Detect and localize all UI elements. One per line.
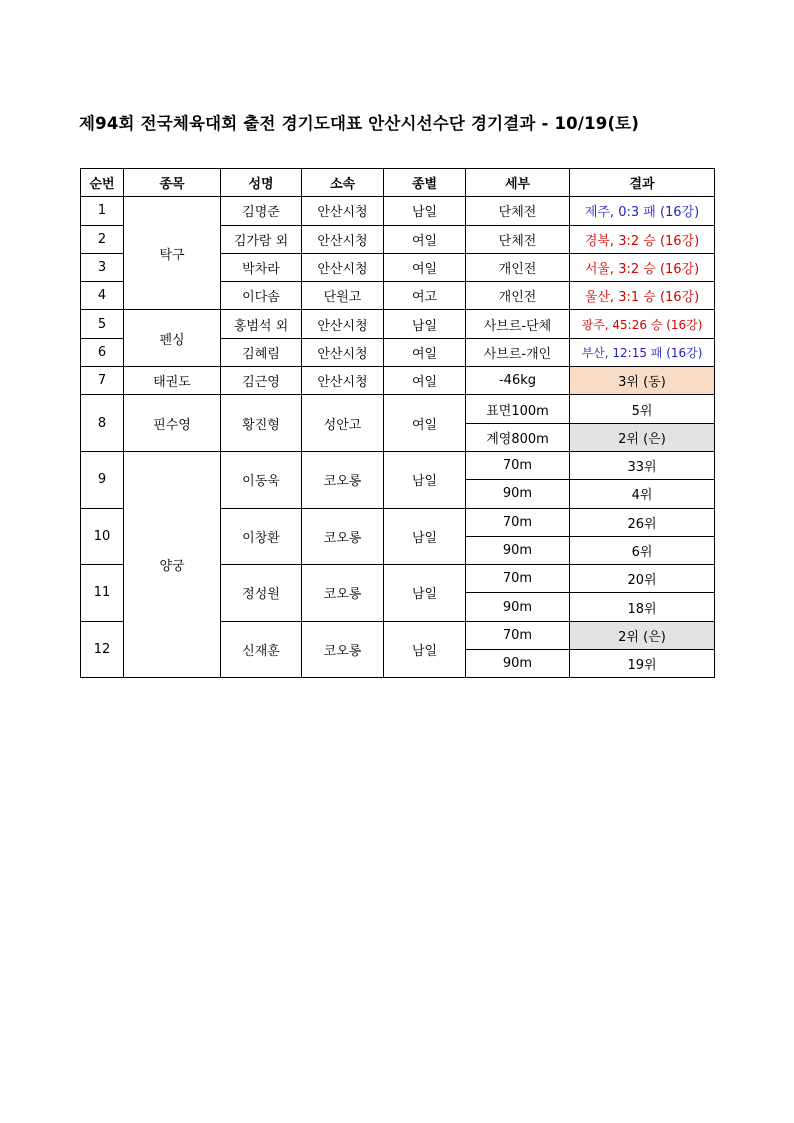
detail-cell: 개인전 — [466, 253, 570, 281]
athlete-name: 신재훈 — [221, 621, 302, 678]
row-no: 3 — [81, 253, 124, 281]
athlete-name: 정성원 — [221, 565, 302, 622]
row-no: 1 — [81, 197, 124, 225]
athlete-name: 홍범석 외 — [221, 310, 302, 338]
detail-cell: 70m — [466, 621, 570, 649]
sport-cell: 탁구 — [124, 197, 221, 310]
result-cell: 33위 — [570, 451, 715, 479]
category-cell: 남일 — [384, 197, 466, 225]
result-cell: 울산, 3:1 승 (16강) — [570, 282, 715, 310]
result-cell: 5위 — [570, 395, 715, 423]
detail-cell: 개인전 — [466, 282, 570, 310]
table-row — [81, 197, 715, 225]
header-category: 종별 — [384, 169, 466, 197]
athlete-name: 김혜림 — [221, 338, 302, 366]
header-row — [81, 169, 715, 197]
team-cell: 코오롱 — [302, 451, 384, 508]
athlete-name: 이다솜 — [221, 282, 302, 310]
result-cell: 4위 — [570, 480, 715, 508]
sport-cell: 양궁 — [124, 451, 221, 677]
table-row — [81, 451, 715, 479]
category-cell: 남일 — [384, 310, 466, 338]
athlete-name: 김근영 — [221, 367, 302, 395]
category-cell: 남일 — [384, 565, 466, 622]
row-no: 4 — [81, 282, 124, 310]
result-cell: 6위 — [570, 536, 715, 564]
athlete-name: 김명준 — [221, 197, 302, 225]
team-cell: 안산시청 — [302, 310, 384, 338]
detail-cell: 70m — [466, 451, 570, 479]
detail-cell: 단체전 — [466, 197, 570, 225]
table-row — [81, 310, 715, 338]
row-no: 8 — [81, 395, 124, 452]
header-name: 성명 — [221, 169, 302, 197]
row-no: 10 — [81, 508, 124, 565]
detail-cell: 사브르-개인 — [466, 338, 570, 366]
team-cell: 성안고 — [302, 395, 384, 452]
athlete-name: 박차라 — [221, 253, 302, 281]
result-cell: 18위 — [570, 593, 715, 621]
sport-cell: 핀수영 — [124, 395, 221, 452]
header-result: 결과 — [570, 169, 715, 197]
athlete-name: 이동욱 — [221, 451, 302, 508]
team-cell: 안산시청 — [302, 253, 384, 281]
category-cell: 남일 — [384, 621, 466, 678]
result-cell: 경북, 3:2 승 (16강) — [570, 225, 715, 253]
result-cell: 20위 — [570, 565, 715, 593]
result-cell: 2위 (은) — [570, 423, 715, 451]
category-cell: 남일 — [384, 508, 466, 565]
result-cell: 서울, 3:2 승 (16강) — [570, 253, 715, 281]
page-title: 제94회 전국체육대회 출전 경기도대표 안산시선수단 경기결과 - 10/19(토) — [79, 114, 640, 133]
team-cell: 코오롱 — [302, 565, 384, 622]
team-cell: 안산시청 — [302, 338, 384, 366]
detail-cell: 계영800m — [466, 423, 570, 451]
result-cell: 제주, 0:3 패 (16강) — [570, 197, 715, 225]
team-cell: 안산시청 — [302, 197, 384, 225]
header-detail: 세부 — [466, 169, 570, 197]
team-cell: 코오롱 — [302, 508, 384, 565]
row-no: 12 — [81, 621, 124, 678]
row-no: 6 — [81, 338, 124, 366]
results-table — [80, 168, 715, 678]
result-cell: 3위 (동) — [570, 367, 715, 395]
table-row — [81, 395, 715, 423]
category-cell: 여일 — [384, 253, 466, 281]
category-cell: 여일 — [384, 395, 466, 452]
detail-cell: 사브르-단체 — [466, 310, 570, 338]
result-cell: 19위 — [570, 650, 715, 678]
header-sport: 종목 — [124, 169, 221, 197]
detail-cell: 70m — [466, 565, 570, 593]
row-no: 2 — [81, 225, 124, 253]
row-no: 9 — [81, 451, 124, 508]
detail-cell: 90m — [466, 480, 570, 508]
team-cell: 안산시청 — [302, 367, 384, 395]
detail-cell: 90m — [466, 650, 570, 678]
detail-cell: 단체전 — [466, 225, 570, 253]
category-cell: 여일 — [384, 225, 466, 253]
row-no: 7 — [81, 367, 124, 395]
result-cell: 26위 — [570, 508, 715, 536]
athlete-name: 황진형 — [221, 395, 302, 452]
category-cell: 여일 — [384, 338, 466, 366]
detail-cell: 90m — [466, 536, 570, 564]
team-cell: 단원고 — [302, 282, 384, 310]
sport-cell: 태권도 — [124, 367, 221, 395]
result-cell: 2위 (은) — [570, 621, 715, 649]
detail-cell: -46kg — [466, 367, 570, 395]
athlete-name: 이창환 — [221, 508, 302, 565]
row-no: 5 — [81, 310, 124, 338]
category-cell: 여일 — [384, 367, 466, 395]
detail-cell: 표면100m — [466, 395, 570, 423]
header-team: 소속 — [302, 169, 384, 197]
result-cell: 부산, 12:15 패 (16강) — [570, 338, 715, 366]
header-no: 순번 — [81, 169, 124, 197]
detail-cell: 90m — [466, 593, 570, 621]
team-cell: 안산시청 — [302, 225, 384, 253]
athlete-name: 김가람 외 — [221, 225, 302, 253]
sport-cell: 펜싱 — [124, 310, 221, 367]
result-cell: 광주, 45:26 승 (16강) — [570, 310, 715, 338]
detail-cell: 70m — [466, 508, 570, 536]
category-cell: 여고 — [384, 282, 466, 310]
table-row — [81, 367, 715, 395]
team-cell: 코오롱 — [302, 621, 384, 678]
row-no: 11 — [81, 565, 124, 622]
category-cell: 남일 — [384, 451, 466, 508]
